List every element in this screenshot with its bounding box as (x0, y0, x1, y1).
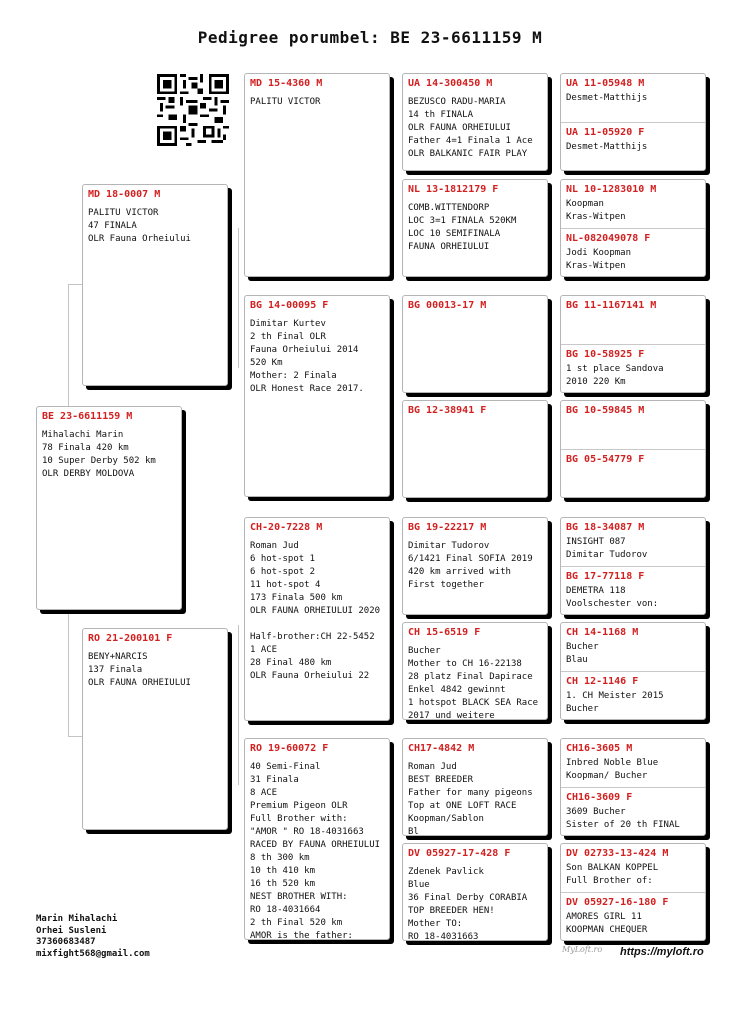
ring-number: BG 11-1167141 M (566, 300, 657, 311)
ring-number: UA 11-05948 M (566, 78, 645, 89)
page-title: Pedigree porumbel: BE 23-6611159 M (197, 28, 543, 47)
qr-code-icon (157, 74, 229, 146)
ring-number: CH-20-7228 M (250, 522, 323, 533)
pigeon-notes (561, 417, 705, 419)
website-link[interactable]: https://myloft.ro (620, 946, 704, 958)
ring-number: NL-082049078 F (566, 233, 651, 244)
g5-section[interactable] (561, 518, 705, 566)
ring-number: NL 13-1812179 F (408, 184, 499, 195)
pigeon-notes: PALITU VICTOR 47 FINALA OLR Fauna Orheiului (88, 208, 191, 244)
ring-number: BG 00013-17 M (408, 300, 487, 311)
ring-number: RO 21-200101 F (88, 633, 173, 644)
g5-section[interactable] (561, 844, 705, 892)
pigeon-notes (561, 466, 705, 468)
pigeon-notes (403, 312, 547, 318)
ring-number: BE 23-6611159 M (42, 411, 133, 422)
connector-line (68, 736, 82, 737)
g5-pair-card[interactable] (560, 738, 706, 836)
g4-card[interactable] (402, 738, 548, 836)
connector-line (68, 284, 82, 285)
g5-section[interactable] (561, 623, 705, 671)
pigeon-notes: Jodi Koopman Kras-Witpen (566, 248, 632, 271)
pigeon-notes: 3609 Bucher Sister of 20 th FINAL (566, 807, 680, 830)
ring-number: CH16-3605 M (566, 743, 633, 754)
owner-location: Orhei Susleni (36, 925, 107, 936)
pigeon-notes: Roman Jud BEST BREEDER Father for many pigeons Top at ONE LOFT RACE Koopman/Sablon Bl (408, 762, 533, 836)
pigeon-notes: Koopman Kras-Witpen (566, 199, 626, 222)
subject-pigeon-card[interactable] (36, 406, 182, 610)
ring-number: DV 02733-13-424 M (566, 848, 669, 859)
g5-section[interactable] (561, 228, 705, 277)
g5-section[interactable] (561, 122, 705, 171)
ring-number: DV 05927-16-180 F (566, 897, 669, 908)
ring-number: CH 14-1168 M (566, 627, 639, 638)
g5-section[interactable] (561, 787, 705, 836)
g5-section[interactable] (561, 739, 705, 787)
g5-pair-card[interactable] (560, 517, 706, 615)
owner-name: Marin Mihalachi (36, 914, 118, 924)
pigeon-notes: Mihalachi Marin 78 Finala 420 km 10 Super Derby 502 km OLR DERBY MOLDOVA (42, 430, 156, 479)
ring-number: BG 14-00095 F (250, 300, 329, 311)
g5-section[interactable] (561, 892, 705, 941)
ring-number: MD 15-4360 M (250, 78, 323, 89)
ring-number: BG 10-58925 F (566, 349, 645, 360)
pigeon-notes (403, 417, 547, 423)
g5-pair-card[interactable] (560, 295, 706, 393)
g4-card[interactable] (402, 622, 548, 720)
ring-number: CH 15-6519 F (408, 627, 481, 638)
g5-pair-card[interactable] (560, 843, 706, 941)
pigeon-notes: Dimitar Kurtev 2 th Final OLR Fauna Orheiului 2014 520 Km Mother: 2 Finala OLR Honest Race 2017. (250, 319, 364, 394)
g5-pair-card[interactable] (560, 73, 706, 171)
ring-number: BG 18-34087 M (566, 522, 645, 533)
ring-number: MD 18-0007 M (88, 189, 161, 200)
owner-email: mixfight568@gmail.com (36, 948, 150, 959)
pigeon-notes: Roman Jud 6 hot-spot 1 6 hot-spot 2 11 hot-spot 4 173 Finala 500 km OLR FAUNA ORHEIULUI 2020 Half-brother:CH 22-5452 1 ACE 28 Final 480 km OLR Fauna Orheiului 22 (250, 541, 381, 681)
pigeon-notes: Zdenek Pavlick Blue 36 Final Derby CORABIA TOP BREEDER HEN! Mother TO: RO 18-4031663 (408, 867, 528, 941)
g5-pair-card[interactable] (560, 400, 706, 498)
ring-number: CH16-3609 F (566, 792, 633, 803)
ring-number: UA 14-300450 M (408, 78, 493, 89)
pigeon-notes: Bucher Blau (566, 642, 599, 665)
pigeon-notes: Desmet-Matthijs (566, 93, 648, 103)
pigeon-notes: DEMETRA 118 Voolschester von: (566, 586, 659, 609)
g5-pair-card[interactable] (560, 622, 706, 720)
pigeon-notes: 1 st place Sandova 2010 220 Km (566, 364, 664, 387)
pigeon-notes: 1. CH Meister 2015 Bucher (566, 691, 664, 714)
ring-number: NL 10-1283010 M (566, 184, 657, 195)
g5-section[interactable] (561, 344, 705, 393)
g4-card[interactable] (402, 400, 548, 498)
g5-section[interactable] (561, 449, 705, 498)
ring-number: BG 10-59845 M (566, 405, 645, 416)
ring-number: BG 19-22217 M (408, 522, 487, 533)
g5-section[interactable] (561, 180, 705, 228)
owner-info (36, 914, 150, 960)
g3-card[interactable] (244, 738, 390, 940)
ring-number: BG 12-38941 F (408, 405, 487, 416)
dam-card[interactable] (82, 628, 228, 830)
g4-card[interactable] (402, 73, 548, 171)
sire-card[interactable] (82, 184, 228, 386)
connector-line (238, 228, 239, 368)
g3-card[interactable] (244, 295, 390, 497)
pigeon-notes: Dimitar Tudorov 6/1421 Final SOFIA 2019 420 km arrived with First together (408, 541, 533, 590)
pigeon-notes (561, 312, 705, 314)
ring-number: DV 05927-17-428 F (408, 848, 511, 859)
g4-card[interactable] (402, 295, 548, 393)
g5-pair-card[interactable] (560, 179, 706, 277)
ring-number: CH 12-1146 F (566, 676, 639, 687)
g4-card[interactable] (402, 179, 548, 277)
pigeon-notes: Bucher Mother to CH 16-22138 28 platz Final Dapirace Enkel 4842 gewinnt 1 hotspot BLACK SEA Race 2017 und weitere (408, 646, 539, 720)
pigeon-notes: AMORES GIRL 11 KOOPMAN CHEQUER (566, 912, 648, 935)
pigeon-notes: BEZUSCO RADU-MARIA 14 th FINALA OLR FAUNA ORHEIULUI Father 4=1 Finala 1 Ace OLR BALKANIC FAIR PLAY (408, 97, 533, 159)
pigeon-notes: Son BALKAN KOPPEL Full Brother of: (566, 863, 659, 886)
ring-number: CH17-4842 M (408, 743, 475, 754)
pigeon-notes: 40 Semi-Final 31 Finala 8 ACE Premium Pigeon OLR Full Brother with: "AMOR " RO 18-4031663 RACED BY FAUNA ORHEIULUI 8 th 300 km 10 th 410 km 16 th 520 km NEST BROTHER WITH: RO 18-4031664 2 th Final 520 km AMOR is the father: (250, 762, 381, 940)
g3-card[interactable] (244, 517, 390, 721)
g5-section[interactable] (561, 401, 705, 449)
pigeon-notes: Inbred Noble Blue Koopman/ Bucher (566, 758, 659, 781)
g4-card[interactable] (402, 517, 548, 615)
g5-section[interactable] (561, 296, 705, 344)
ring-number: BG 05-54779 F (566, 454, 645, 465)
g5-section[interactable] (561, 74, 705, 122)
pigeon-notes: BENY+NARCIS 137 Finala OLR FAUNA ORHEIULUI (88, 652, 191, 688)
pigeon-notes: INSIGHT 087 Dimitar Tudorov (566, 537, 648, 560)
pigeon-notes: PALITU VICTOR (250, 97, 321, 107)
pigeon-notes: Desmet-Matthijs (566, 142, 648, 152)
g4-card[interactable] (402, 843, 548, 941)
pigeon-notes: COMB.WITTENDORP LOC 3=1 FINALA 520KM LOC 10 SEMIFINALA FAUNA ORHEIULUI (408, 203, 517, 252)
g3-card[interactable] (244, 73, 390, 277)
ring-number: UA 11-05920 F (566, 127, 645, 138)
owner-phone: 37360683487 (36, 937, 96, 947)
g5-section[interactable] (561, 566, 705, 615)
ring-number: BG 17-77118 F (566, 571, 645, 582)
connector-line (238, 625, 239, 785)
signature: MyLoft.ro (562, 945, 603, 954)
g5-section[interactable] (561, 671, 705, 720)
ring-number: RO 19-60072 F (250, 743, 329, 754)
